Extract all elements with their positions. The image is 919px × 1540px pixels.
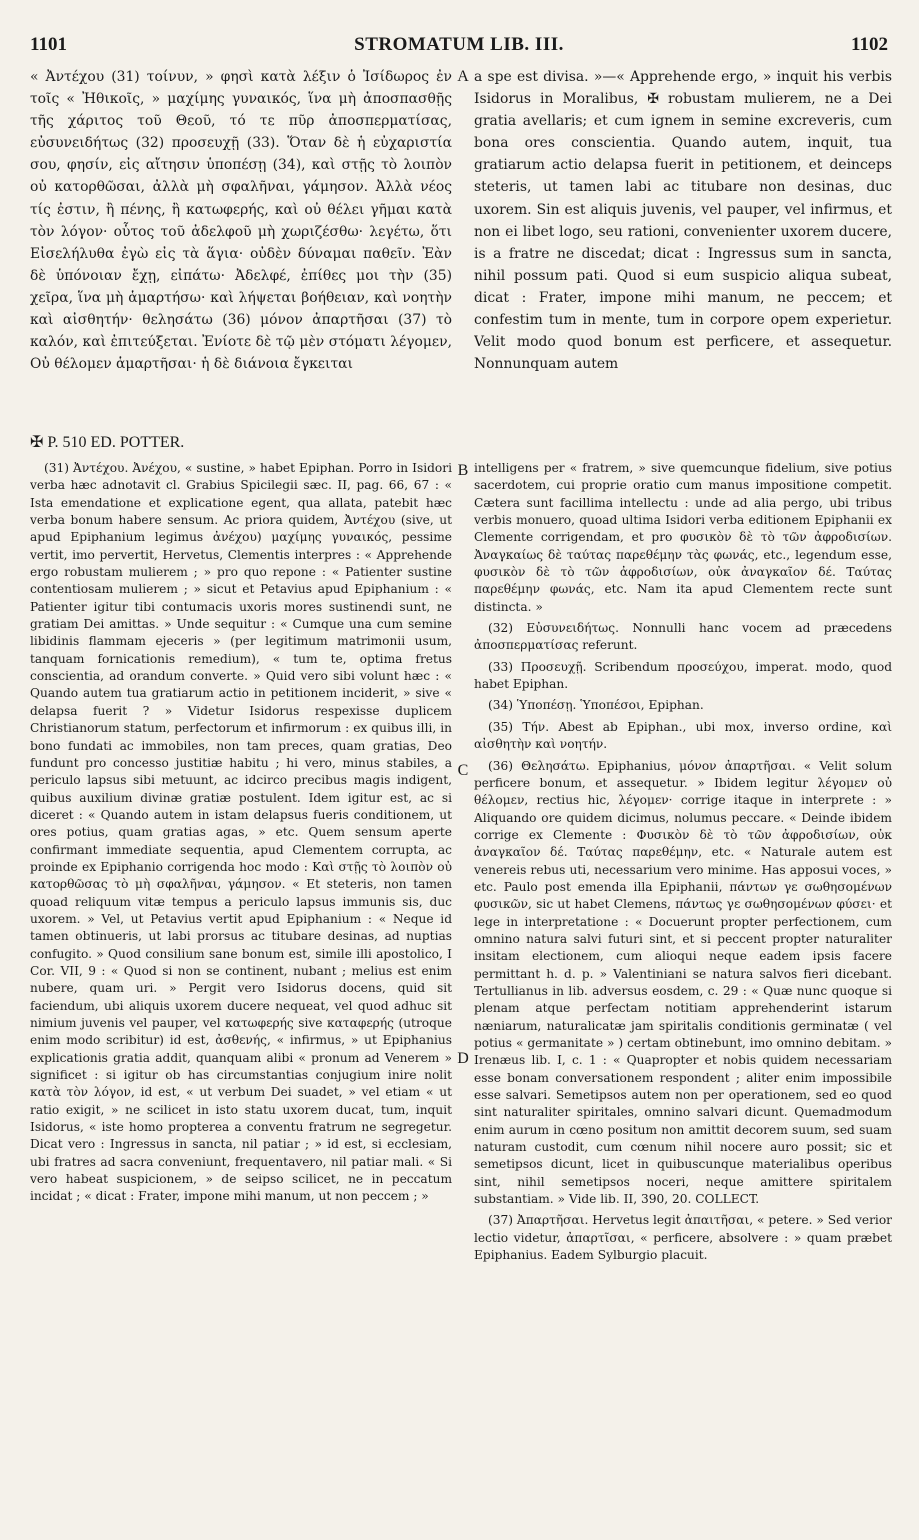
notes-right-column bbox=[474, 460, 892, 1520]
greek-text-column bbox=[30, 66, 452, 416]
running-title: STROMATUM LIB. III. bbox=[354, 34, 564, 55]
note-33: (33) Προσευχῇ. Scribendum προσεύχου, imperat. modo, quod habet Epiphan. bbox=[474, 659, 892, 692]
latin-text-column bbox=[474, 66, 892, 416]
note-37: (37) Ἀπαρτῆσαι. Hervetus legit ἀπαιτῆσαι, « petere. » Sed verior lectio videtur, ἀπαρτῖσαι, « perficere, absolvere : » quam præbet Epiphanius. Eadem Sylburgio placuit. bbox=[474, 1213, 892, 1263]
note-32: (32) Εὐσυνειδήτως. Nonnulli hanc vocem ad præcedens ἀποσπερματίσας referunt. bbox=[474, 621, 892, 653]
note-31: (31) Ἀντέχου. Ἀνέχου, « sustine, » habet Epiphan. Porro in Isidori verba hæc adnotavit cl. Grabius Spicilegii sæc. II, pag. 66, 67 : « Ista emendatione et explicatione egent, qua allata, patebit hæc verba bonum habere sensum. Ac priora quidem, Ἀντέχου (sive, ut apud Epiphanium legimus ἀνέχου) μαχίμης γυναικός, pessime vertit, imo pervertit, Hervetus, Clementis interpres : « Apprehende ergo robustam mulierem ; » pro quo repone : « Patienter sustine contentiosam mulierem ; » sicut et Petavius apud Epiphanium : « Patienter igitur tibi contumacis uxoris mores sustinendi sunt, ne gratiam Dei amittas. » Unde sequitur : « Cumque una cum semine libidinis flammam ejeceris » (per legitimum matrimonii usum, tanquam fornicationis remedium), « tum te, optima fretus conscientia, ad orandum converte. » Quid vero sibi volunt hæc : « Quando autem tua gratiarum actio in petitionem inciderit, » sive « delapsa fuerit ? » Videtur Isidorus respexisse duplicem Christianorum statum, perfectorum et infirmorum : ex quibus illi, in bono fundati ac immobiles, non tam preces, quam gratias, Deo fundunt pro concesso justitiæ habitu ; hi vero, minus stabiles, a periculo lapsus sibi metuunt, ac idcirco precibus magis indigent, quibus auxilium divinæ gratiæ postulent. Idem igitur est, ac si diceret : « Quando autem in istam delapsus fueris conditionem, ut ores potius, quam gratias agas, » etc. Quem sensum aperte confirmant immediate sequentia, apud Clementem corrupta, ac proinde ex Epiphanio corrigenda hoc modo : Καὶ στῇς τὸ λοιπὸν οὐ κατορθῶσας τὸ μὴ σφαλῆναι, γάμησον. « Et steteris, non tamen quoad reliquum vitæ tempus a periculo lapsus immunis sis, duc uxorem. » Vel, ut Petavius vertit apud Epiphanium : « Neque id tamen obtinueris, ut labi prorsus ac titubare desinas, ad nuptias confugito. » Quod consilium sane bonum est, simile illi apostolico, I Cor. VII, 9 : « Quod si non se continent, nubant ; melius est enim nubere, quam uri. » Pergit vero Isidorus docens, quid sit faciendum, ubi aliquis uxorem ducere nequeat, vel quod adhuc sit nimium juvenis vel pauper, vel κατωφερής sive καταφερής (utroque enim modo scribitur) id est, ἀσθενής, « infirmus, » ut Epiphanius explicationis gratia addit, quanquam alibi « pronum ad Venerem » significet : si igitur ob has circumstantias conjugium inire nolit κατὰ τὸν λόγον, id est, « ut verbum Dei suadet, » vel etiam « ut ratio exigit, » ne scilicet in isto statu uxorem ducat, tum, inquit Isidorus, « iste homo propterea a conventu fratrum ne segregetur. Dicat vero : Ingressus in sancta, nil patiar ; » id est, si ecclesiam, ubi fratres ad sacra conveniunt, frequentavero, nil patiar mali. « Si vero habeat suspicionem, » de seipso scilicet, ne in peccatum incidat ; « dicat : Frater, impone mihi manum, ut non peccem ; » bbox=[30, 461, 452, 1204]
notes-left-column bbox=[30, 460, 452, 1520]
edition-note: ✠ P. 510 ED. POTTER. bbox=[30, 434, 185, 451]
margin-marker-a: A bbox=[457, 68, 469, 85]
margin-marker-c: C bbox=[457, 762, 469, 779]
running-header bbox=[30, 34, 888, 58]
note-36: (36) Θελησάτω. Epiphanius, μόνον ἀπαρτῆσαι. « Velit solum perficere bonum, et assequetur. » Ibidem legitur λέγομεν οὐ θέλομεν, rectius hic, λέγομεν· corrige itaque in interprete : » Aliquando ore quidem dicimus, nolumus peccare. « Deinde ibidem corrige ex Clemente : Φυσικὸν δὲ τὸ τῶν ἀφροδισίων, οὐκ ἀναγκαῖον δέ. Ταύτας παρεθέμην, etc. « Naturale autem est venereis rebus uti, necessarium vero minime. Has apposui voces, » etc. Paulo post emenda illa Epiphanii, πάντων γε σωθησομένων φυσικῶν, sic ut habet Clemens, πάντως γε σωθησομένων φύσει· et lege in interpretatione : « Docuerunt propter perfectionem, cum omnino natura salvi futuri sint, et si peccent propter naturaliter insitam electionem, cum alioqui neque eadem ipsis facere permittant h. d. p. » Valentiniani se natura salvos fieri dicebant. Tertullianus in lib. adversus eosdem, c. 29 : « Quæ nunc quoque si plenam atque perfectam notitiam apprehenderint istarum næniarum, naturalicatæ jam spiritalis conditionis germinatæ ( vel potius « germanitate » ) certam obtinebunt, imo omnino debitam. » Irenæus lib. I, c. 1 : « Quapropter et nobis quidem necessariam esse bonam conversationem respondent ; aliter enim impossibile esse salvari. Semetipsos autem non per operationem, sed eo quod sint naturaliter spiritales, omnino salvari dicunt. Quemadmodum enim aurum in cœno positum non amittit decorem suum, sed suam naturam custodit, cum cœnum nihil nocere auro possit; sic et semetipsos dicunt, licet in quibuscunque materialibus operibus sint, nihil semetipsos noceri, neque amittere spiritalem substantiam. » Vide lib. II, 390, 20. COLLECT. bbox=[474, 758, 892, 1207]
margin-marker-d: D bbox=[457, 1050, 469, 1067]
note-34: (34) Ὑποπέσῃ. Ὑποπέσοι, Epiphan. bbox=[488, 698, 704, 713]
latin-text: a spe est divisa. »—« Apprehende ergo, » inquit his verbis Isidorus in Moralibus, ✠ robustam mulierem, ne a Dei gratia avellaris; et cum ignem in semine excreveris, cum bona ores conscientia. Quando autem, inquit, tua gratiarum actio delapsa fuerit in petitionem, et deinceps steteris, ut tamen labi ac titubare non desinas, duc uxorem. Sin est aliquis juvenis, vel pauper, vel infirmus, et non ei libet logo, seu rationi, convenienter uxorem ducere, is a fratre ne discedat; dicat : Ingressus sum in sancta, nihil possum pati. Quod si eum suspicio aliqua subeat, dicat : Frater, impone mihi manum, ne peccem; et confestim tum in mente, tum in corpore opem experietur. Velit modo quod bonum est perficere, et assequetur. Nonnunquam autem bbox=[474, 69, 892, 373]
margin-marker-b: B bbox=[457, 462, 469, 479]
greek-text: « Ἀντέχου (31) τοίνυν, » φησὶ κατὰ λέξιν ὁ Ἰσίδωρος ἐν τοῖς « Ἠθικοῖς, » μαχίμης γυναικός, ἵνα μὴ ἀποσπασθῇς τῆς χάριτος τοῦ Θεοῦ, τό τε πῦρ ἀποσπερματίσας, εὐσυνειδήτως (32) προσευχῇ (33). Ὅταν δὲ ἡ εὐχαριστία σου, φησίν, εἰς αἴτησιν ὑποπέσῃ (34), καὶ στῇς τὸ λοιπὸν οὐ κατορθῶσαι, ἀλλὰ μὴ σφαλῆναι, γάμησον. Ἀλλὰ νέος τίς ἐστιν, ἢ πένης, ἢ κατωφερής, καὶ οὐ θέλει γῆμαι κατὰ τὸν λόγον· οὗτος τοῦ ἀδελφοῦ μὴ χωριζέσθω· λεγέτω, ὅτι Εἰσελήλυθα ἐγὼ εἰς τὰ ἅγια· οὐδὲν δύναμαι παθεῖν. Ἐὰν δὲ ὑπόνοιαν ἔχῃ, εἰπάτω· Ἀδελφέ, ἐπίθες μοι τὴν (35) χεῖρα, ἵνα μὴ ἁμαρτήσω· καὶ λήψεται βοήθειαν, καὶ νοητὴν καὶ αἰσθητήν· θελησάτω (36) μόνον ἀπαρτῆσαι (37) τὸ καλόν, καὶ ἐπιτεύξεται. Ἐνίοτε δὲ τῷ μὲν στόματι λέγομεν, Οὐ θέλομεν ἁμαρτῆσαι· ἡ δὲ διάνοια ἔγκειται bbox=[30, 69, 452, 373]
page-number-left: 1101 bbox=[30, 34, 67, 55]
page-number-right: 1102 bbox=[851, 34, 888, 55]
note-35: (35) Τήν. Abest ab Epiphan., ubi mox, inverso ordine, καὶ αἰσθητὴν καὶ νοητήν. bbox=[474, 719, 892, 752]
note-31-continued: intelligens per « fratrem, » sive quemcunque fidelium, sive potius sacerdotem, cui proprie oratio cum manus impositione competit. Cætera sunt facillima intellectu : unde ad alia pergo, ubi tribus verbis monuero, quoad ultima Isidori verba editionem Epiphanii ex Clemente corrigendam, et pro φυσικὸν δὲ τὸ τῶν ἀφροδισίων. Ἀναγκαίως δὲ ταύτας παρεθέμην τὰς φωνάς, etc., legendum esse, φυσικὸν δὲ τὸ τῶν ἀφροδισίων, οὐκ ἀναγκαῖον δέ. Ταύτας παρεθέμην φωνάς, etc. Nam ita apud Clementem recte sunt distincta. » bbox=[474, 461, 892, 614]
